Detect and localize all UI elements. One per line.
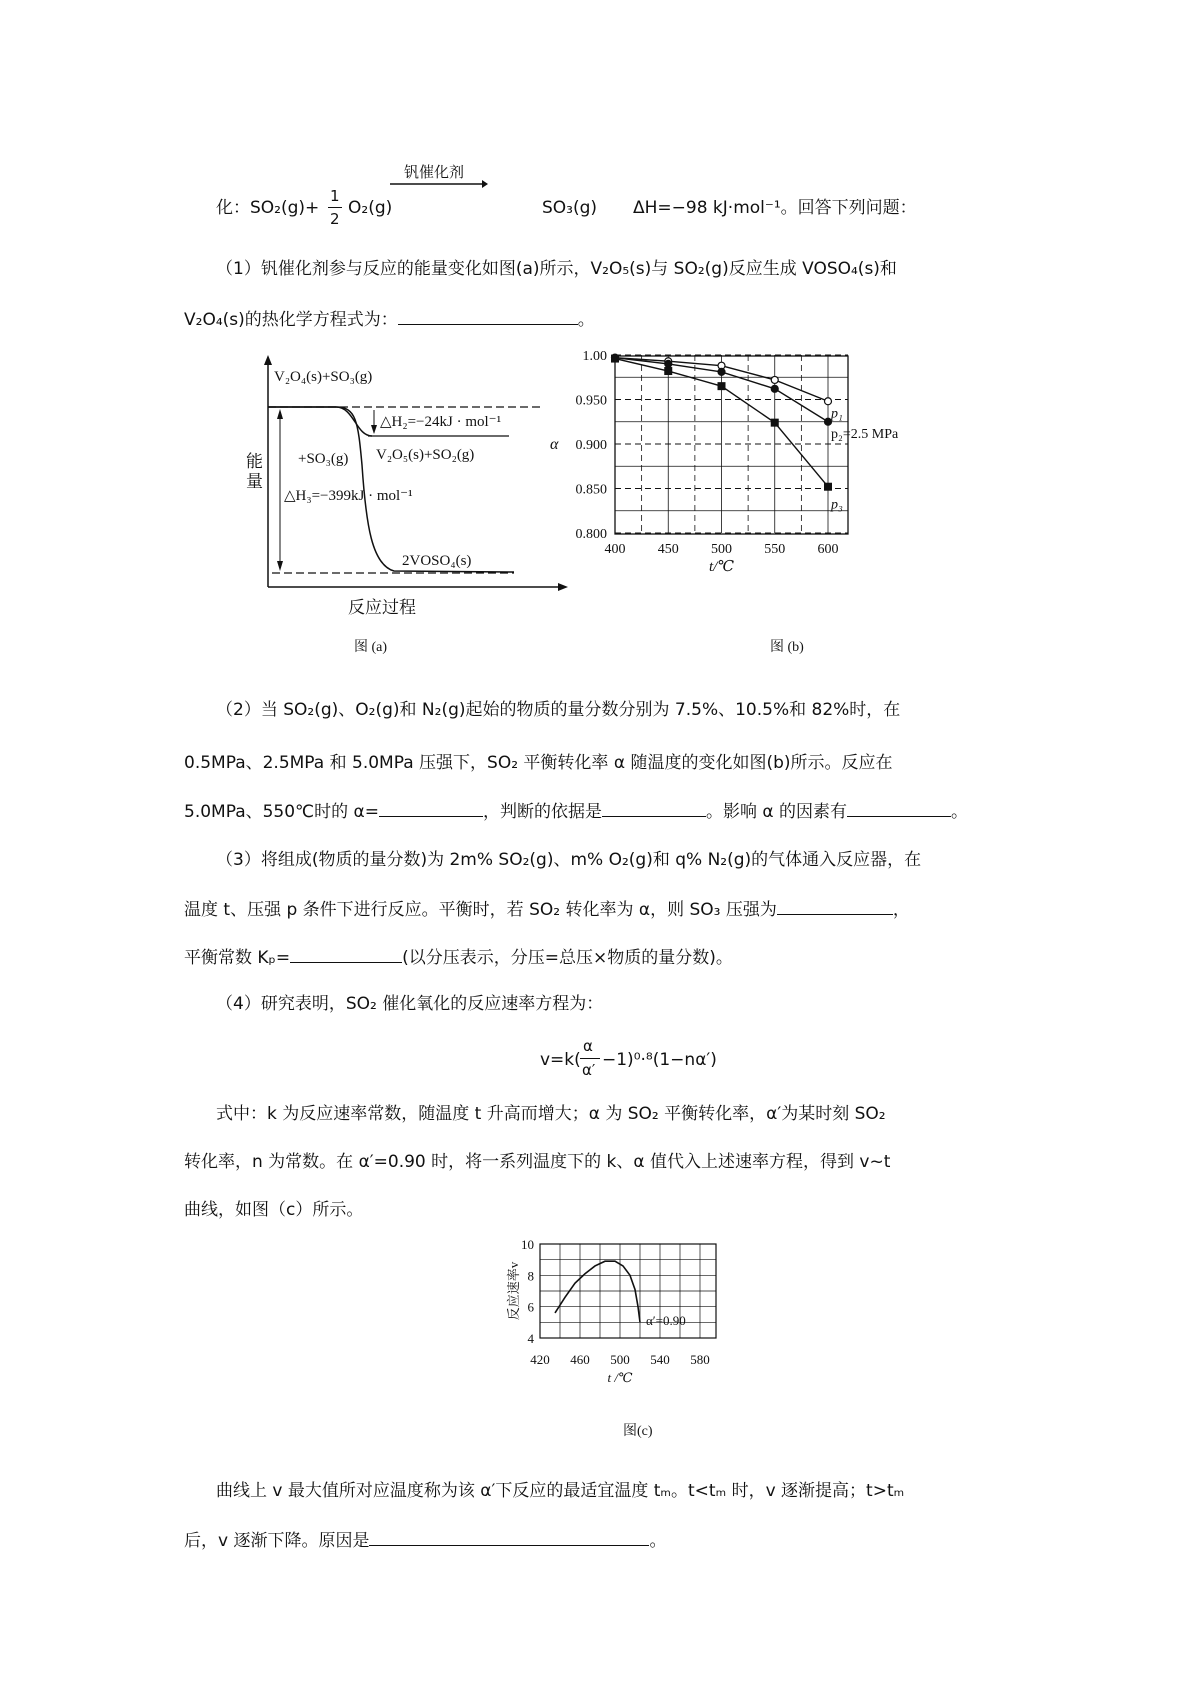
q5-line2a: 后，v 逐渐下降。原因是 [184,1531,370,1551]
q4-line2: 式中：k 为反应速率常数，随温度 t 升高而增大；α 为 SO₂ 平衡转化率，α′为某时刻 SO₂ [216,1104,886,1124]
fig-a-caption: 图 (a) [354,640,388,655]
intro-product: SO₃(g) [542,198,598,218]
q3-pressure-blank[interactable] [777,896,893,915]
y-axis-label: α [550,436,559,453]
q2-line3c: 。影响 α 的因素有 [706,802,848,822]
frac-den: 2 [330,210,340,228]
q2-line3a: 5.0MPa、550℃时的 α= [184,802,380,822]
x-tick-label: 460 [570,1352,590,1367]
x-axis-label: t/℃ [708,559,735,575]
y-tick-label: 1.00 [582,349,607,364]
x-tick-label: 500 [610,1352,630,1367]
data-point-p3 [824,483,832,491]
q3-line3b: (以分压表示，分压=总压×物质的量分数)。 [402,948,733,968]
y-tick-label: 0.950 [575,393,607,409]
data-point-p3 [611,355,619,363]
x-tick-label: 580 [690,1352,710,1367]
intro-prefix: 化：SO₂(g)+ [216,198,320,218]
q2-line1: （2）当 SO₂(g)、O₂(g)和 N₂(g)起始的物质的量分数分别为 7.5%、10.5%和 82%时，在 [216,700,901,720]
x-tick-label: 450 [657,542,679,557]
x-tick-label: 550 [764,542,786,557]
q3-line1: （3）将组成(物质的量分数)为 2m% SO₂(g)、m% O₂(g)和 q% N₂(g)的气体通入反应器，在 [216,850,922,870]
series-label-p2: p₂=2.5 MPa [831,426,899,442]
eq-den: α′ [582,1061,596,1079]
q1-line1: （1）钒催化剂参与反应的能量变化如图(a)所示，V₂O₅(s)与 SO₂(g)反应生成 VOSO₄(s)和 [216,259,897,279]
intro-o2: O₂(g) [348,198,393,218]
q5-reason-blank[interactable] [369,1527,649,1546]
q2-line3d: 。 [951,802,969,822]
fig-a-ylabel: 能量 [246,452,263,491]
fig-a-dh3: △H₃=−399kJ · mol⁻¹ [284,488,413,504]
y-tick-label: 4 [527,1331,534,1346]
q3-line2-end: ， [892,900,910,920]
q3-line3a: 平衡常数 Kₚ= [184,948,291,968]
x-tick-label: 400 [604,542,626,557]
data-point-p3 [718,382,726,390]
fig-a-bottom-label: 2VOSO₄(s) [402,553,472,569]
q5-line2b: 。 [649,1531,667,1551]
series-line [555,1261,640,1322]
q2-reason-blank[interactable] [602,798,706,817]
fig-a-mid-label: V₂O₅(s)+SO₂(g) [376,447,475,463]
q5-line1: 曲线上 v 最大值所对应温度称为该 α′下反应的最适宜温度 tₘ。t<tₘ 时，v 逐渐提高；t>tₘ [216,1481,905,1501]
q1-line2 [184,306,595,332]
y-tick-label: 0.850 [575,482,607,498]
q4-line3: 转化率，n 为常数。在 α′=0.90 时，将一系列温度下的 k、α 值代入上述速率方程，得到 v~t [184,1152,891,1172]
y-tick-label: 0.900 [575,438,607,453]
y-tick-label: 0.800 [575,527,607,542]
y-tick-label: 8 [527,1268,534,1284]
x-tick-label: 540 [650,1352,670,1367]
intro-dh: ΔH=−98 kJ·mol⁻¹。回答下列问题： [633,198,917,218]
eq-right: −1)⁰·⁸(1−nα′) [602,1050,717,1070]
q2-line3b: ，判断的依据是 [483,802,603,822]
data-point-p2 [771,385,778,392]
q3-line2 [184,896,910,922]
fig-b-caption: 图 (b) [770,640,804,655]
q1-end: 。 [577,310,595,330]
fig-a-top-label: V₂O₄(s)+SO₃(g) [274,369,373,385]
series-label-p1: p₁ [831,406,843,422]
figure-c [500,1237,790,1420]
q2-alpha-blank[interactable] [379,798,483,817]
plot-frame [615,356,848,534]
frac-num: 1 [330,187,340,205]
q2-line3 [184,798,968,824]
q4-line1: （4）研究表明，SO₂ 催化氧化的反应速率方程为： [216,994,604,1014]
data-point-p2 [718,368,725,375]
x-tick-label: 500 [711,542,732,557]
eq-num: α [583,1037,593,1055]
fig-a-dh2: △H₂=−24kJ · mol⁻¹ [380,414,502,430]
q3-line3 [184,944,733,970]
y-tick-label: 10 [521,1237,534,1252]
series-label-p3: p₃ [831,497,843,513]
data-point-p3 [664,367,672,375]
y-tick-label: 6 [527,1299,534,1315]
q3-kp-blank[interactable] [290,944,402,963]
data-point-p1 [771,376,778,383]
data-point-p3 [771,419,779,427]
fig-c-caption: 图(c) [623,1424,653,1439]
reaction-arrow-icon [388,178,488,190]
q1-answer-blank[interactable] [398,306,578,325]
eq-left: v=k( [540,1050,581,1070]
figure-a [244,355,574,625]
fig-a-so3-label: +SO₃(g) [298,451,349,467]
x-axis-label: t /℃ [607,1370,633,1385]
q2-line2: 0.5MPa、2.5MPa 和 5.0MPa 压强下，SO₂ 平衡转化率 α 随温度的变化如图(b)所示。反应在 [184,753,893,773]
q1-line2-text: V₂O₄(s)的热化学方程式为： [184,310,398,330]
catalyst-label: 钒催化剂 [404,163,465,181]
series-label: α′=0.90 [646,1312,686,1328]
fig-a-xlabel: 反应过程 [348,598,416,617]
figure-b [550,349,995,625]
data-point-p2 [665,360,672,367]
y-axis-label: 反应速率v [506,1261,521,1321]
q4-line4: 曲线，如图（c）所示。 [184,1200,364,1220]
q2-factors-blank[interactable] [847,798,951,817]
q3-line2-text: 温度 t、压强 p 条件下进行反应。平衡时，若 SO₂ 转化率为 α，则 SO₃ 压强为 [184,900,777,920]
x-tick-label: 600 [817,542,839,557]
q5-line2 [184,1527,666,1553]
x-tick-label: 420 [530,1352,550,1367]
data-point-p1 [825,398,832,405]
